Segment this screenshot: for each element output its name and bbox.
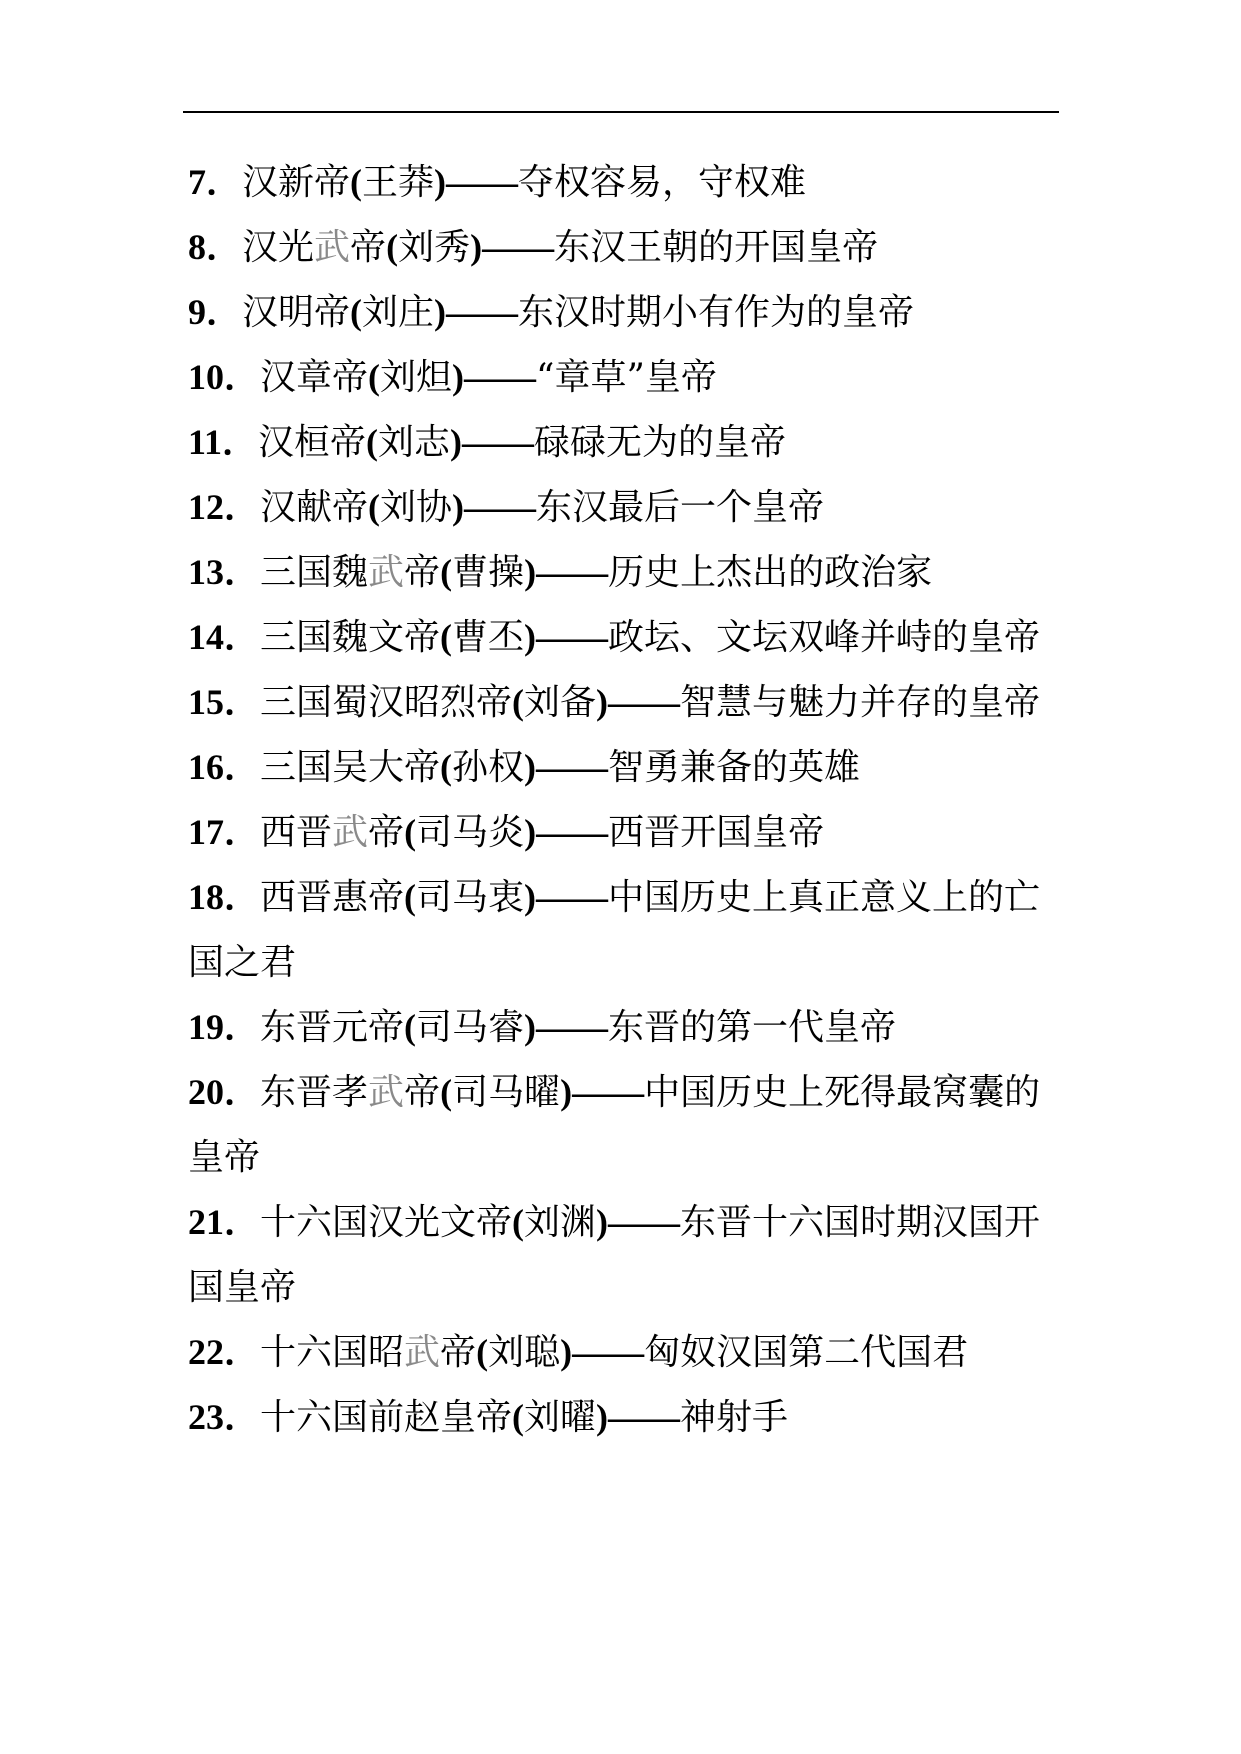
close-paren: ) <box>524 812 537 852</box>
entry-number: 21． <box>188 1202 261 1242</box>
list-item <box>188 865 1060 995</box>
em-dash-separator: —— <box>536 747 609 787</box>
list-item <box>188 995 1060 1060</box>
list-item <box>188 735 1060 800</box>
entry-title: 汉光 <box>242 227 315 268</box>
entry-description: “章草”皇帝 <box>536 357 717 398</box>
em-dash-separator: —— <box>608 682 681 722</box>
entry-personal-name: 司马炎 <box>416 812 525 853</box>
entry-number: 18． <box>188 877 261 917</box>
em-dash-separator: —— <box>536 1007 609 1047</box>
entry-number: 23． <box>188 1397 261 1437</box>
entry-personal-name: 刘聪 <box>488 1332 561 1373</box>
close-paren: ) <box>470 227 483 267</box>
entry-number: 16． <box>188 747 261 787</box>
em-dash-separator: —— <box>464 357 537 397</box>
open-paren: ( <box>440 617 453 657</box>
entry-description: 政坛、文坛双峰并峙的皇帝 <box>608 617 1041 658</box>
close-paren: ) <box>524 552 537 592</box>
header-rule <box>183 111 1059 113</box>
entry-title: 汉明帝 <box>242 292 351 333</box>
em-dash-separator: —— <box>536 812 609 852</box>
entry-title: 三国魏文帝 <box>260 617 441 658</box>
close-paren: ) <box>524 617 537 657</box>
emperor-list <box>188 150 1060 1450</box>
entry-number: 20． <box>188 1072 261 1112</box>
entry-number: 9． <box>188 292 243 332</box>
close-paren: ) <box>450 422 463 462</box>
entry-title: 三国吴大帝 <box>260 747 441 788</box>
list-item <box>188 670 1060 735</box>
entry-personal-name: 刘曜 <box>524 1397 597 1438</box>
entry-number: 7． <box>188 162 243 202</box>
open-paren: ( <box>512 1397 525 1437</box>
list-item <box>188 800 1060 865</box>
entry-title: 汉桓帝 <box>258 422 367 463</box>
entry-description: 东汉时期小有作为的皇帝 <box>518 292 915 333</box>
list-item <box>188 410 1060 475</box>
open-paren: ( <box>350 292 363 332</box>
close-paren: ) <box>596 1397 609 1437</box>
entry-title-suffix: 帝 <box>368 812 405 853</box>
entry-number: 10． <box>188 357 261 397</box>
entry-personal-name: 刘渊 <box>524 1202 597 1243</box>
entry-description: 神射手 <box>680 1397 789 1438</box>
entry-title-suffix: 帝 <box>350 227 387 268</box>
entry-personal-name: 刘备 <box>524 682 597 723</box>
entry-description: 东汉王朝的开国皇帝 <box>554 227 879 268</box>
close-paren: ) <box>560 1072 573 1112</box>
em-dash-separator: —— <box>536 617 609 657</box>
em-dash-separator: —— <box>608 1397 681 1437</box>
entry-description: 中国历史上真正意义上的亡国之君 <box>188 877 1041 983</box>
entry-title-highlight: 武 <box>314 227 351 268</box>
entry-title-suffix: 帝 <box>440 1332 477 1373</box>
close-paren: ) <box>524 877 537 917</box>
list-item <box>188 280 1060 345</box>
entry-number: 11． <box>188 422 259 462</box>
entry-personal-name: 刘协 <box>380 487 453 528</box>
entry-title: 十六国汉光文帝 <box>260 1202 513 1243</box>
em-dash-separator: —— <box>572 1332 645 1372</box>
entry-number: 12． <box>188 487 261 527</box>
entry-personal-name: 曹操 <box>452 552 525 593</box>
open-paren: ( <box>440 747 453 787</box>
entry-number: 8． <box>188 227 243 267</box>
entry-description: 智勇兼备的英雄 <box>608 747 861 788</box>
entry-title-highlight: 武 <box>404 1332 441 1373</box>
entry-number: 19． <box>188 1007 261 1047</box>
entry-title: 十六国前赵皇帝 <box>260 1397 513 1438</box>
list-item <box>188 1320 1060 1385</box>
list-item <box>188 475 1060 540</box>
open-paren: ( <box>368 357 381 397</box>
open-paren: ( <box>404 812 417 852</box>
entry-number: 15． <box>188 682 261 722</box>
close-paren: ) <box>560 1332 573 1372</box>
entry-personal-name: 刘志 <box>378 422 451 463</box>
entry-title: 汉献帝 <box>260 487 369 528</box>
entry-title: 三国蜀汉昭烈帝 <box>260 682 513 723</box>
entry-description: 夺权容易，守权难 <box>518 162 807 203</box>
entry-personal-name: 曹丕 <box>452 617 525 658</box>
entry-title: 西晋惠帝 <box>260 877 405 918</box>
list-item <box>188 540 1060 605</box>
entry-personal-name: 司马衷 <box>416 877 525 918</box>
entry-title: 十六国昭 <box>260 1332 405 1373</box>
open-paren: ( <box>350 162 363 202</box>
open-paren: ( <box>512 1202 525 1242</box>
entry-title-highlight: 武 <box>368 552 405 593</box>
open-paren: ( <box>368 487 381 527</box>
close-paren: ) <box>524 747 537 787</box>
open-paren: ( <box>386 227 399 267</box>
close-paren: ) <box>452 487 465 527</box>
open-paren: ( <box>366 422 379 462</box>
list-item <box>188 1385 1060 1450</box>
close-paren: ) <box>596 1202 609 1242</box>
entry-description: 东汉最后一个皇帝 <box>536 487 825 528</box>
entry-personal-name: 刘秀 <box>398 227 471 268</box>
list-item <box>188 605 1060 670</box>
entry-title-highlight: 武 <box>368 1072 405 1113</box>
open-paren: ( <box>512 682 525 722</box>
entry-description: 中国历史上死得最窝囊的皇帝 <box>188 1072 1041 1178</box>
entry-description: 碌碌无为的皇帝 <box>534 422 787 463</box>
entry-number: 17． <box>188 812 261 852</box>
entry-title: 汉新帝 <box>242 162 351 203</box>
entry-title: 西晋 <box>260 812 333 853</box>
close-paren: ) <box>434 162 447 202</box>
entry-personal-name: 王莽 <box>362 162 435 203</box>
entry-personal-name: 刘炟 <box>380 357 453 398</box>
entry-personal-name: 刘庄 <box>362 292 435 333</box>
entry-title: 汉章帝 <box>260 357 369 398</box>
entry-number: 13． <box>188 552 261 592</box>
close-paren: ) <box>596 682 609 722</box>
open-paren: ( <box>440 1072 453 1112</box>
entry-title: 三国魏 <box>260 552 369 593</box>
entry-description: 东晋的第一代皇帝 <box>608 1007 897 1048</box>
em-dash-separator: —— <box>572 1072 645 1112</box>
entry-title-highlight: 武 <box>332 812 369 853</box>
em-dash-separator: —— <box>446 292 519 332</box>
em-dash-separator: —— <box>482 227 555 267</box>
list-item <box>188 345 1060 410</box>
close-paren: ) <box>452 357 465 397</box>
open-paren: ( <box>404 1007 417 1047</box>
em-dash-separator: —— <box>536 877 609 917</box>
entry-title-suffix: 帝 <box>404 1072 441 1113</box>
em-dash-separator: —— <box>446 162 519 202</box>
entry-title: 东晋元帝 <box>260 1007 405 1048</box>
list-item <box>188 150 1060 215</box>
em-dash-separator: —— <box>536 552 609 592</box>
entry-personal-name: 孙权 <box>452 747 525 788</box>
close-paren: ) <box>524 1007 537 1047</box>
em-dash-separator: —— <box>462 422 535 462</box>
entry-description: 东晋十六国时期汉国开国皇帝 <box>188 1202 1041 1308</box>
list-item <box>188 1060 1060 1190</box>
entry-description: 历史上杰出的政治家 <box>608 552 933 593</box>
entry-description: 匈奴汉国第二代国君 <box>644 1332 969 1373</box>
entry-title: 东晋孝 <box>260 1072 369 1113</box>
entry-number: 22． <box>188 1332 261 1372</box>
em-dash-separator: —— <box>464 487 537 527</box>
open-paren: ( <box>476 1332 489 1372</box>
entry-personal-name: 司马曜 <box>452 1072 561 1113</box>
entry-number: 14． <box>188 617 261 657</box>
list-item <box>188 1190 1060 1320</box>
entry-description: 智慧与魅力并存的皇帝 <box>680 682 1041 723</box>
close-paren: ) <box>434 292 447 332</box>
em-dash-separator: —— <box>608 1202 681 1242</box>
entry-personal-name: 司马睿 <box>416 1007 525 1048</box>
open-paren: ( <box>440 552 453 592</box>
list-item <box>188 215 1060 280</box>
entry-description: 西晋开国皇帝 <box>608 812 825 853</box>
entry-title-suffix: 帝 <box>404 552 441 593</box>
open-paren: ( <box>404 877 417 917</box>
